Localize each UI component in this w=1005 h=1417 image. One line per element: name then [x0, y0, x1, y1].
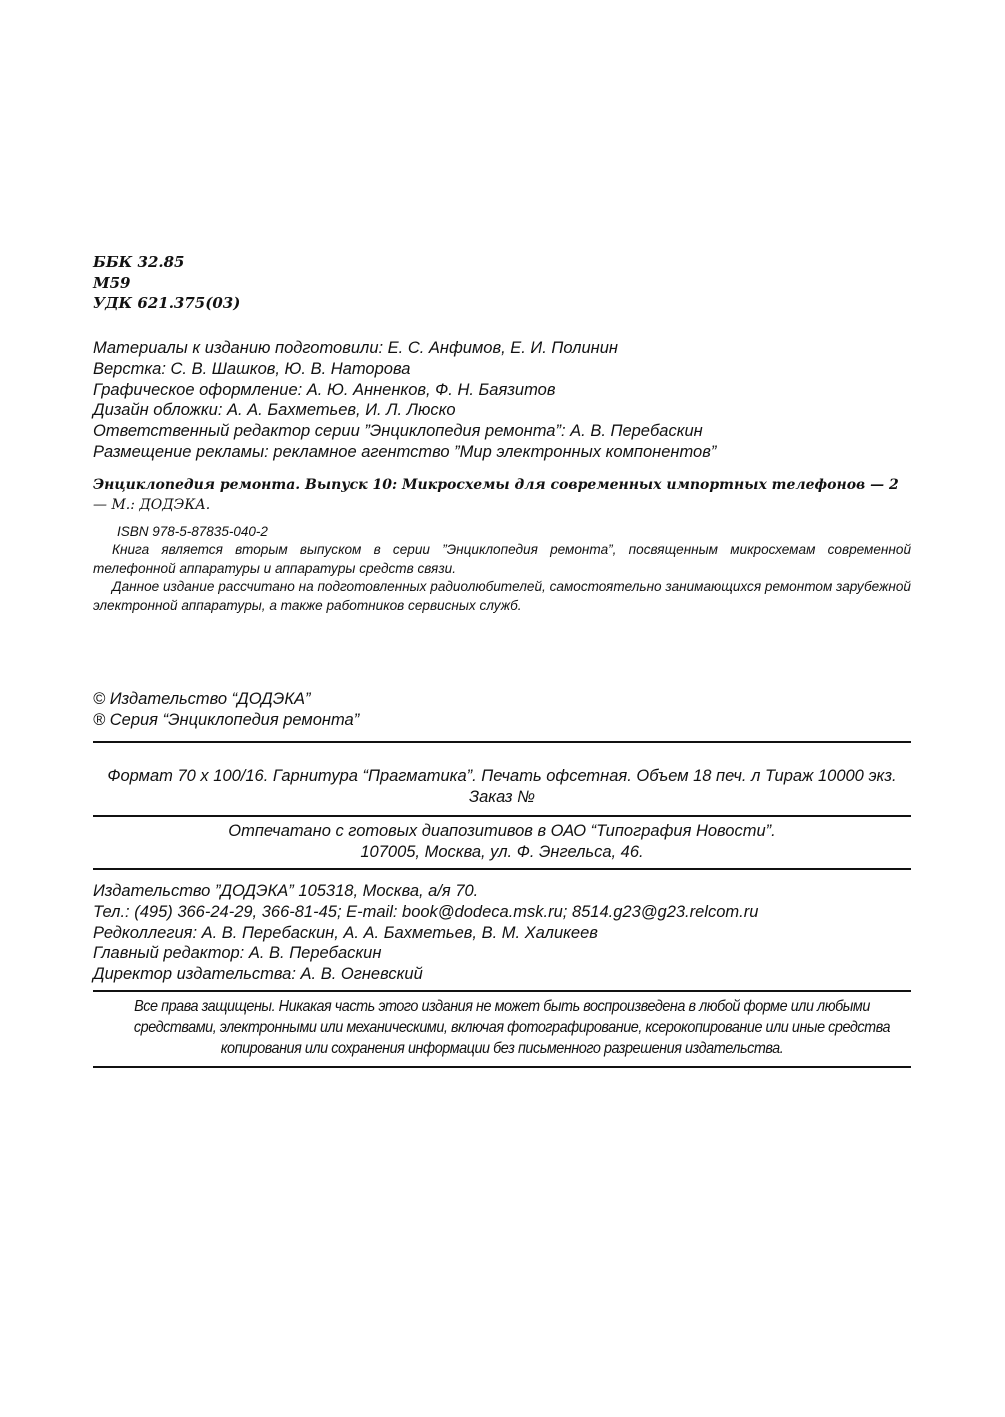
- credit-line: Материалы к изданию подготовили: Е. С. Анфимов, Е. И. Полинин: [93, 339, 618, 357]
- udk-code: УДК 621.375(03): [93, 294, 241, 312]
- publisher-address: Издательство ”ДОДЭКА” 105318, Москва, а/я 70.: [93, 882, 479, 900]
- order-line: Заказ №: [468, 788, 536, 806]
- copyright-block: [93, 689, 359, 731]
- publishing-director: Директор издательства: А. В. Огневский: [93, 965, 423, 984]
- book-publisher: — М.: ДОДЭКА.: [93, 497, 211, 513]
- copyright-publisher: © Издательство “ДОДЭКА”: [93, 690, 311, 708]
- divider: [93, 1066, 911, 1068]
- divider: [93, 815, 911, 817]
- publisher-contacts: Тел.: (495) 366-24-29, 366-81-45; E-mail: book@dodeca.msk.ru; 8514.g23@g23.relcom.ru: [93, 902, 759, 921]
- credits-block: [93, 338, 716, 463]
- printing-address: 107005, Москва, ул. Ф. Энгельса, 46.: [360, 843, 644, 861]
- rights-line: средствами, электронными или механическими, включая фотографирование, ксерокопирование или иные средства: [133, 1019, 890, 1036]
- annotation-block: [93, 541, 911, 615]
- isbn-number: ISBN 978-5-87835-040-2: [117, 524, 268, 539]
- credit-line: Верстка: С. В. Шашков, Ю. В. Наторова: [93, 359, 411, 378]
- publisher-info: [93, 881, 758, 985]
- rights-notice: [133, 996, 890, 1059]
- rights-line: копирования или сохранения информации без письменного разрешения издательства.: [220, 1040, 784, 1057]
- printing-info: [93, 821, 911, 863]
- copyright-series: ® Серия “Энциклопедия ремонта”: [93, 711, 360, 729]
- rights-line: Все права защищены. Никакая часть этого издания не может быть воспроизведена в любой форме или любыми: [134, 998, 870, 1015]
- printing-line: Отпечатано с готовых диапозитивов в ОАО “Типография Новости”.: [228, 822, 776, 840]
- classification-codes: [93, 252, 240, 314]
- chief-editor: Главный редактор: А. В. Перебаскин: [93, 944, 382, 963]
- book-title: Энциклопедия ремонта. Выпуск 10: Микросхемы для современных импортных телефонов — 2: [93, 477, 899, 493]
- credit-line: Размещение рекламы: рекламное агентство ”Мир электронных компонентов”: [93, 442, 717, 461]
- format-info: [93, 766, 911, 808]
- divider: [93, 990, 911, 992]
- author-mark: М59: [93, 273, 131, 292]
- bbk-code: ББК 32.85: [93, 253, 185, 271]
- divider: [93, 868, 911, 870]
- annotation-paragraph: Книга является вторым выпуском в серии ”Энциклопедия ремонта”, посвященным микросхемам современной телефонной аппаратуры и аппаратуры средств связи.: [93, 542, 911, 576]
- annotation-paragraph: Данное издание рассчитано на подготовленных радиолюбителей, самостоятельно занимающихся ремонтом зарубежной электронной аппаратуры, а также работников сервисных служб.: [93, 579, 911, 613]
- editorial-board: Редколлегия: А. В. Перебаскин, А. А. Бахметьев, В. М. Халикеев: [93, 923, 598, 942]
- credit-line: Графическое оформление: А. Ю. Анненков, Ф. Н. Баязитов: [93, 380, 556, 399]
- bibliographic-record: [93, 475, 899, 515]
- credit-line: Ответственный редактор серии ”Энциклопедия ремонта”: А. В. Перебаскин: [93, 422, 703, 441]
- format-line: Формат 70 х 100/16. Гарнитура “Прагматика”. Печать офсетная. Объем 18 печ. л Тираж 10000 экз.: [107, 767, 897, 785]
- credit-line: Дизайн обложки: А. А. Бахметьев, И. Л. Люско: [93, 401, 456, 420]
- divider: [93, 741, 911, 743]
